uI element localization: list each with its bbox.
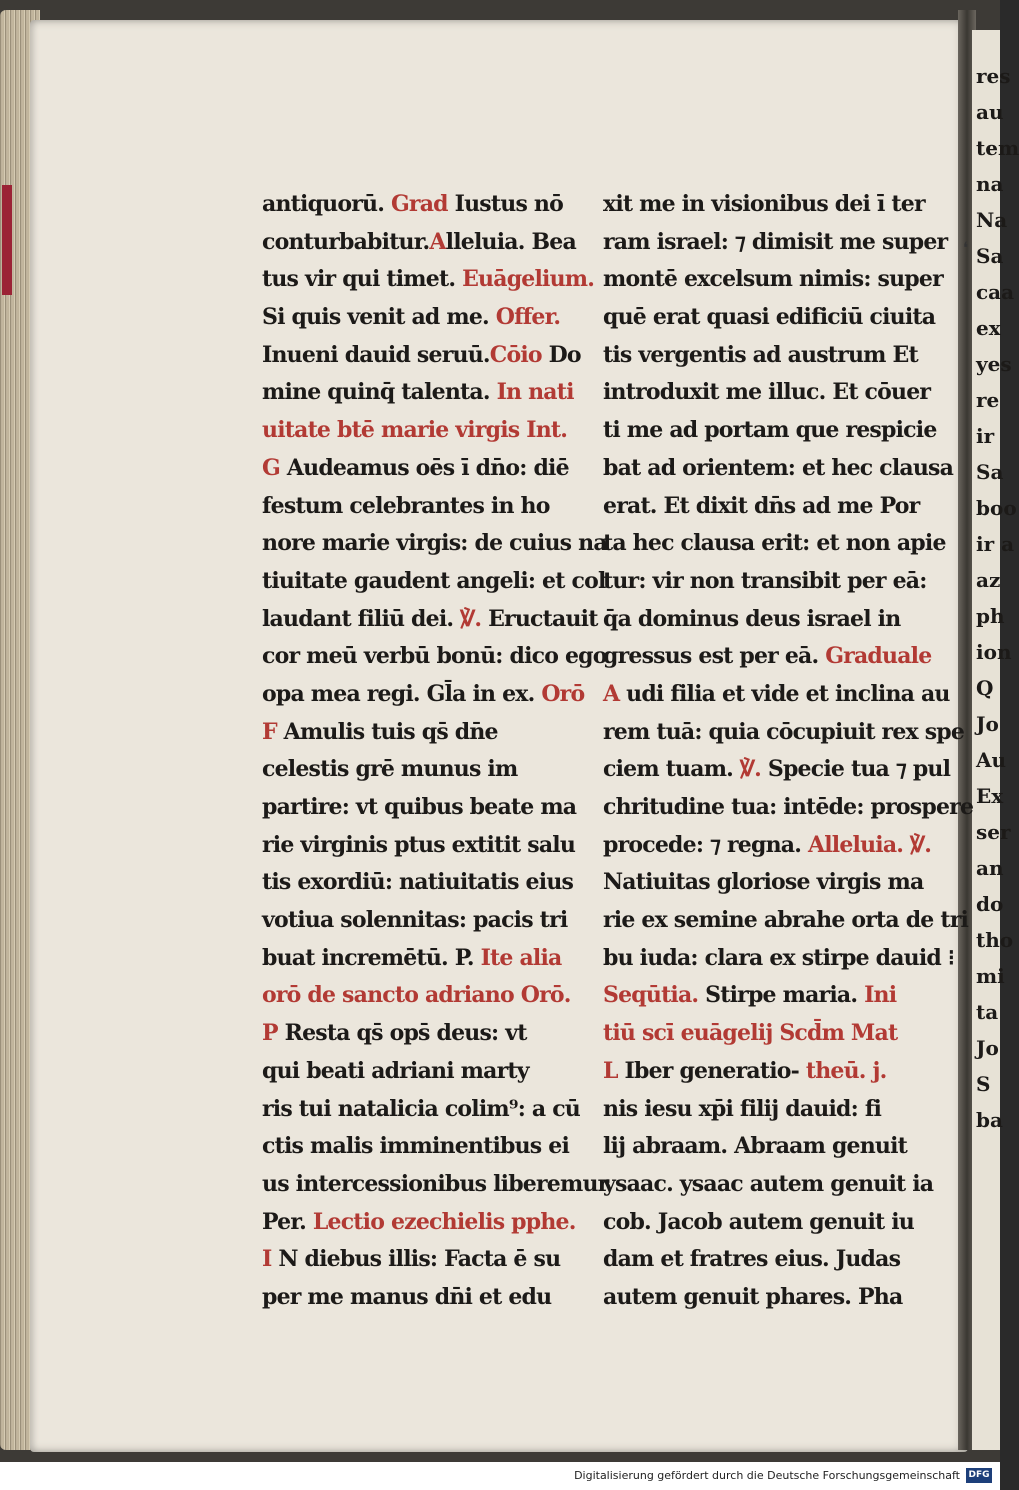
- body-text: bu iuda: clara ex stirpe dauid ⁝: [603, 944, 955, 971]
- text-line: [603, 412, 937, 450]
- facing-page-fragment: tho: [976, 928, 1014, 952]
- text-line: [262, 1279, 567, 1317]
- body-text: partire: vt quibus beate ma: [262, 794, 577, 820]
- body-text: Inueni dauid seruū.: [262, 341, 490, 368]
- body-text: Natiuitas gloriose virgis ma: [603, 869, 924, 896]
- text-line: [603, 299, 936, 337]
- facing-page-fragment: caa: [976, 280, 1015, 304]
- rubric-text: In nati: [496, 379, 574, 406]
- body-text: q̄a dominus deus israel in: [603, 605, 901, 632]
- text-line: [262, 1166, 609, 1204]
- facing-page-fragment: ph: [976, 604, 1005, 628]
- rubric-text: ℣.: [739, 756, 762, 783]
- body-text: antiquorū.: [262, 191, 391, 217]
- text-line: [603, 977, 908, 1015]
- body-text: Resta qs̄ ops̄ deus: vt: [277, 1020, 527, 1047]
- text-line: [262, 1053, 567, 1091]
- body-text: ta hec clausa erit: et non apie: [603, 530, 946, 557]
- text-line: [262, 261, 595, 299]
- body-text: festum celebrantes in ho: [262, 492, 550, 519]
- bookmark-ribbon: [2, 185, 12, 295]
- body-text: cor meū verbū bonū: dico ego: [262, 643, 607, 670]
- facing-page-fragment: Na: [976, 208, 1008, 232]
- body-text: Iber generatio-: [617, 1057, 806, 1084]
- text-line: [603, 261, 943, 299]
- body-text: N diebus illis: Facta ē su: [271, 1246, 561, 1273]
- text-line: [262, 977, 571, 1015]
- rubric-text: Euāgelium.: [462, 266, 595, 293]
- rubric-text: A: [603, 680, 620, 707]
- text-line: [603, 1241, 908, 1279]
- text-line: [262, 1204, 576, 1242]
- facing-page-fragment: yes: [976, 352, 1012, 376]
- facing-page-fragment: boo: [976, 496, 1017, 520]
- facing-page-fragment: mi: [976, 964, 1005, 988]
- facing-page-fragments: [972, 58, 1019, 1138]
- rubric-text: Cōio: [489, 341, 542, 368]
- text-line: [603, 1053, 908, 1091]
- text-line: [262, 1015, 567, 1053]
- text-line: [603, 940, 955, 978]
- facing-page-edge: [972, 30, 1019, 1450]
- body-text: Per.: [262, 1208, 313, 1235]
- facing-page-fragment: S: [976, 1072, 991, 1096]
- body-text: per me manus dn̄i et edu: [262, 1283, 552, 1310]
- rubric-text: Offer.: [495, 304, 561, 331]
- facing-page-fragment: ba: [976, 1108, 1003, 1132]
- facing-page-fragment: Au: [976, 748, 1007, 772]
- facing-page-fragment: Ex: [976, 784, 1004, 808]
- facing-page-fragment: Q: [976, 676, 994, 700]
- body-text: tus vir qui timet.: [262, 266, 463, 293]
- text-line: [262, 563, 606, 601]
- rubric-text: uitate btē marie virgis Int.: [262, 417, 568, 444]
- body-text: ti me ad portam que respicie: [603, 417, 937, 444]
- body-text: ram israel: ⁊ dimisit me super: [603, 228, 948, 255]
- text-line: [603, 525, 946, 563]
- body-text: nore marie virgis: de cuius na: [262, 530, 607, 557]
- text-line: [603, 1015, 908, 1053]
- body-text: tis vergentis ad austrum Et: [603, 341, 918, 368]
- text-column-right: [603, 186, 974, 1317]
- rubric-text: Lectio ezechielis pphe.: [312, 1208, 576, 1235]
- body-text: gressus est per eā.: [603, 643, 826, 670]
- body-text: rem tuā: quia cōcupiuit rex spe: [603, 718, 965, 745]
- body-text: tiuitate gaudent angeli: et col: [262, 567, 606, 594]
- rubric-text: I: [262, 1246, 272, 1273]
- facing-page-fragment: na: [976, 172, 1004, 196]
- facing-page-fragment: re: [976, 388, 1000, 412]
- rubric-text: A: [429, 228, 446, 255]
- text-line: [603, 186, 925, 224]
- rubric-text: P: [262, 1020, 278, 1047]
- text-line: [262, 186, 567, 224]
- text-line: [603, 1279, 908, 1317]
- text-line: [603, 488, 920, 526]
- body-text: ysaac. ysaac autem genuit ia: [603, 1170, 934, 1197]
- body-text: montē excelsum nimis: super: [603, 266, 943, 293]
- text-line: [603, 1166, 934, 1204]
- text-line: [262, 1091, 580, 1129]
- body-text: nis iesu xp̄i filij dauid: fi: [603, 1095, 882, 1122]
- body-text: qui beati adriani marty: [262, 1057, 529, 1084]
- text-line: [262, 1128, 570, 1166]
- text-line: [603, 827, 932, 865]
- body-text: rie ex semine abrahe orta de tri: [603, 907, 969, 934]
- body-text: cob. Jacob autem genuit iu: [603, 1208, 914, 1235]
- rubric-text: tiū scī euāgelij Scd̄m Mat: [603, 1020, 898, 1047]
- text-line: [262, 827, 576, 865]
- body-text: mine quinq̄ talenta.: [262, 379, 497, 406]
- text-line: [603, 1204, 914, 1242]
- body-text: lleluia. Bea: [445, 228, 576, 255]
- text-line: [603, 638, 932, 676]
- body-text: bat ad orientem: et hec clausa: [603, 454, 954, 481]
- body-text: conturbabitur.: [262, 228, 430, 255]
- body-text: Iustus nō: [447, 191, 563, 217]
- body-text: quē erat quasi edificiū ciuita: [603, 304, 936, 331]
- text-line: [262, 412, 567, 450]
- body-text: ris tui natalicia colim⁹: a cū: [262, 1095, 580, 1122]
- text-line: [603, 563, 927, 601]
- text-line: [603, 676, 950, 714]
- text-line: [262, 601, 598, 639]
- text-line: [262, 714, 567, 752]
- text-line: [262, 902, 567, 940]
- text-line: [603, 224, 948, 262]
- body-text: tis exordiū: natiuitatis eius: [262, 869, 574, 896]
- facing-page-fragment: Jo: [976, 712, 999, 736]
- text-line: [262, 676, 585, 714]
- body-text: celestis grē munus im: [262, 756, 518, 783]
- rubric-text: F: [262, 718, 277, 745]
- text-line: [262, 525, 607, 563]
- text-line: [262, 450, 567, 488]
- facing-page-fragment: do: [976, 892, 1004, 916]
- body-text: lij abraam. Abraam genuit: [603, 1133, 908, 1160]
- facing-page-fragment: ir: [976, 424, 995, 448]
- rubric-text: Orō: [541, 680, 585, 707]
- body-text: introduxit me illuc. Et cōuer: [603, 379, 931, 406]
- body-text: us intercessionibus liberemur: [262, 1170, 609, 1197]
- text-line: [603, 374, 931, 412]
- body-text: Si quis venit ad me.: [262, 304, 496, 331]
- text-line: [262, 374, 574, 412]
- body-text: Eructauit: [481, 605, 598, 632]
- facing-page-fragment: az: [976, 568, 1001, 592]
- body-text: Amulis tuis qs̄ dn̄e: [276, 718, 498, 745]
- facing-page-fragment: Jo: [976, 1036, 999, 1060]
- margin-mark: ❛: [963, 238, 969, 257]
- text-line: [262, 299, 567, 337]
- text-line: [262, 864, 574, 902]
- body-text: ctis malis imminentibus ei: [262, 1133, 570, 1160]
- body-text: votiua solennitas: pacis tri: [262, 907, 568, 934]
- text-line: [603, 1128, 908, 1166]
- text-line: [603, 337, 918, 375]
- footer-bar: [0, 1462, 1000, 1490]
- text-line: [603, 1091, 908, 1129]
- body-text: udi filia et vide et inclina au: [619, 680, 950, 707]
- body-text: Stirpe maria.: [698, 982, 865, 1009]
- text-line: [262, 638, 607, 676]
- body-text: autem genuit phares. Pha: [603, 1283, 903, 1310]
- text-line: [603, 601, 908, 639]
- body-text: xit me in visionibus dei ī ter: [603, 191, 925, 217]
- facing-page-fragment: an: [976, 856, 1004, 880]
- body-text: opa mea regi. Gl̄a in ex.: [262, 680, 542, 707]
- facing-page-fragment: res: [976, 64, 1011, 88]
- rubric-text: ℣.: [460, 605, 482, 632]
- rubric-text: Grad: [390, 191, 448, 217]
- dfg-logo: DFG: [966, 1468, 992, 1483]
- body-text: buat incremētū. P.: [262, 944, 481, 971]
- facing-page-fragment: ser: [976, 820, 1011, 844]
- text-line: [262, 337, 581, 375]
- rubric-text: Ite alia: [480, 944, 562, 971]
- facing-page-fragment: ta: [976, 1000, 999, 1024]
- text-line: [262, 940, 567, 978]
- text-line: [603, 789, 974, 827]
- text-line: [603, 714, 965, 752]
- text-line: [262, 789, 577, 827]
- body-text: ciem tuam.: [603, 756, 740, 783]
- text-line: [262, 751, 567, 789]
- facing-page-fragment: ex: [976, 316, 1001, 340]
- text-line: [603, 902, 969, 940]
- facing-page-fragment: au: [976, 100, 1004, 124]
- body-text: Audeamus oēs ī dn̄o: diē: [280, 454, 569, 481]
- body-text: laudant filiū dei.: [262, 605, 461, 632]
- rubric-text: Ini: [864, 982, 897, 1009]
- rubric-text: orō de sancto adriano Orō.: [262, 982, 571, 1009]
- facing-page-fragment: Sa: [976, 460, 1004, 484]
- rubric-text: Seqūtia.: [603, 982, 699, 1009]
- body-text: Do: [541, 341, 581, 368]
- facing-page-fragment: tem: [976, 136, 1019, 160]
- text-line: [603, 751, 951, 789]
- body-text: Specie tua ⁊ pul: [761, 756, 951, 783]
- text-line: [262, 224, 576, 262]
- text-line: [603, 450, 954, 488]
- rubric-text: L: [603, 1057, 618, 1084]
- facing-page-fragment: ion: [976, 640, 1012, 664]
- body-text: dam et fratres eius. Judas: [603, 1246, 901, 1273]
- text-column-left: [262, 186, 609, 1317]
- text-line: [603, 864, 924, 902]
- body-text: chritudine tua: intēde: prospere: [603, 794, 974, 820]
- rubric-text: theū. j.: [805, 1057, 887, 1084]
- footer-credit: Digitalisierung gefördert durch die Deutsche Forschungsgemeinschaft: [574, 1469, 960, 1482]
- body-text: rie virginis ptus extitit salu: [262, 831, 576, 858]
- rubric-text: Alleluia. ℣.: [807, 831, 932, 858]
- rubric-text: G: [262, 454, 280, 481]
- body-text: erat. Et dixit dn̄s ad me Por: [603, 492, 920, 519]
- facing-page-fragment: ir a: [976, 532, 1015, 556]
- text-line: [262, 1241, 567, 1279]
- body-text: procede: ⁊ regna.: [603, 831, 808, 858]
- body-text: tur: vir non transibit per eā:: [603, 567, 927, 594]
- rubric-text: Graduale: [825, 643, 932, 670]
- text-line: [262, 488, 567, 526]
- facing-page-fragment: Sa: [976, 244, 1004, 268]
